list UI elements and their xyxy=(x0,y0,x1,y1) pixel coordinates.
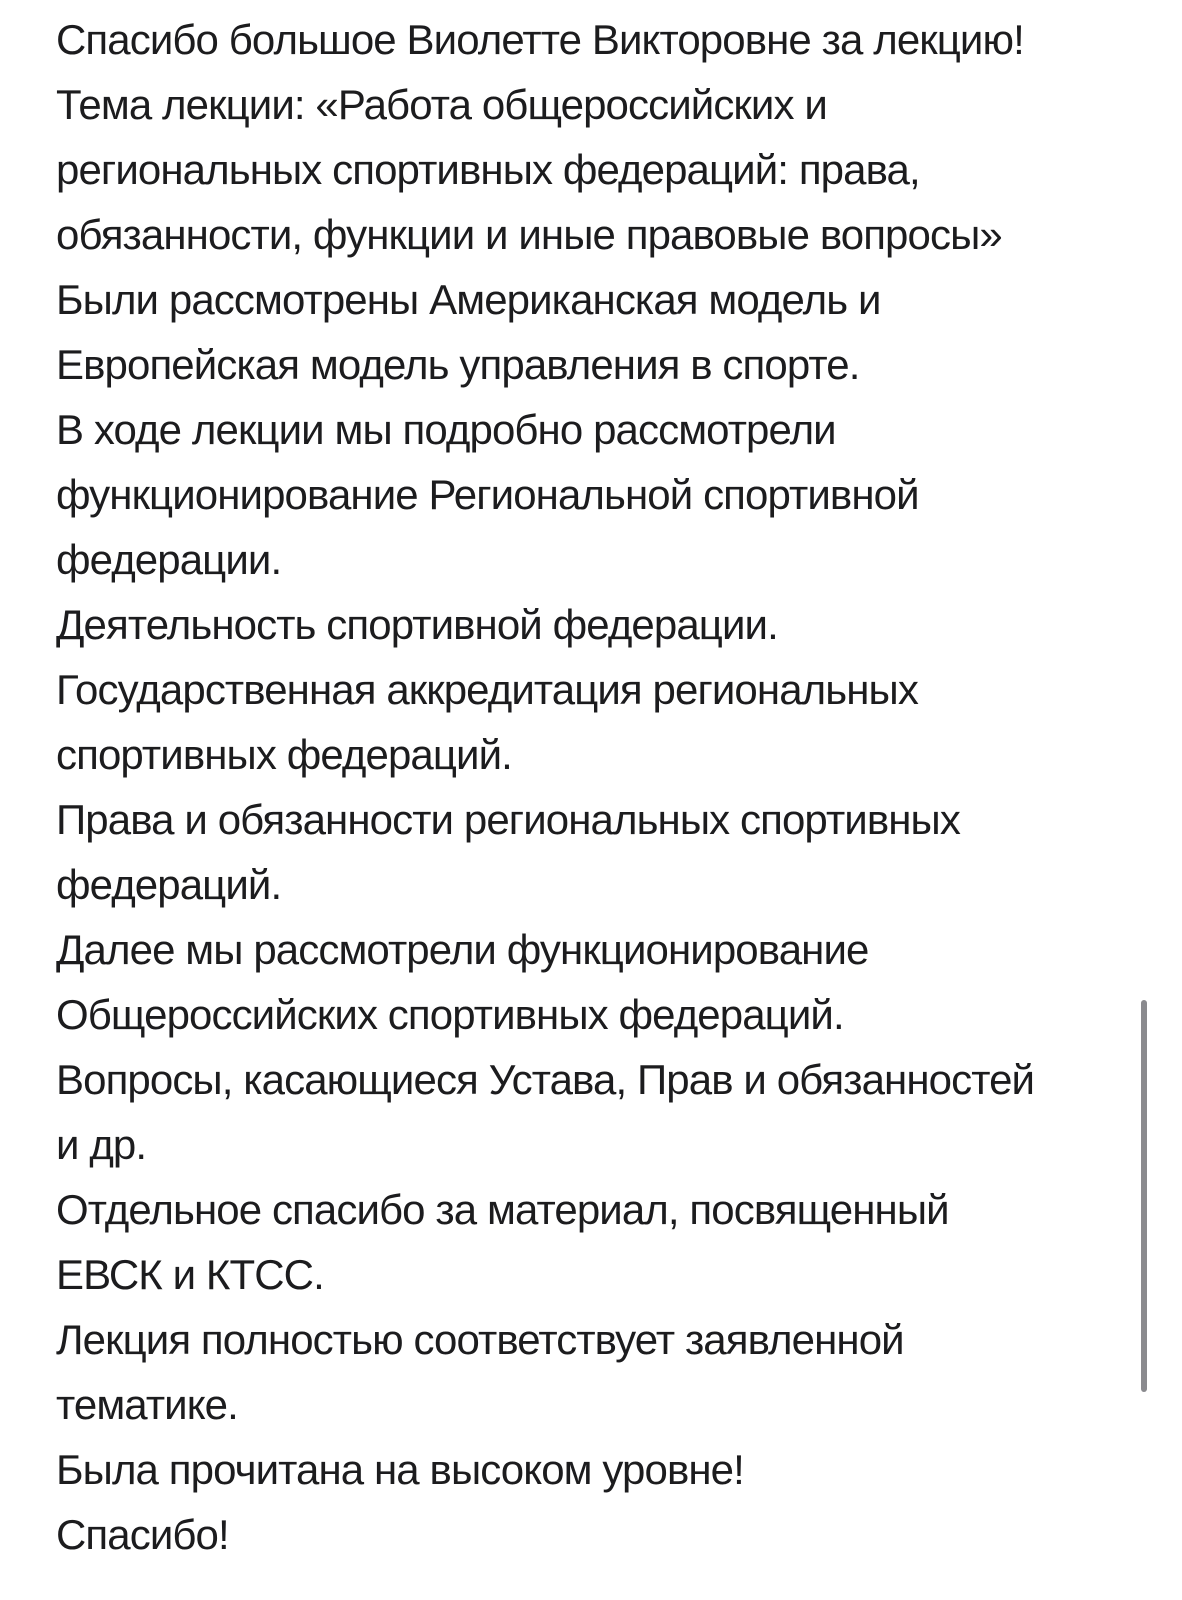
message-line: Спасибо! xyxy=(56,1511,229,1558)
message-line: Спасибо большое Виолетте Викторовне за лекцию! xyxy=(56,16,1024,63)
message-line: Европейская модель управления в спорте. xyxy=(56,341,860,388)
message-line: федераций. xyxy=(56,861,282,908)
message-line: Права и обязанности региональных спортивных xyxy=(56,796,960,843)
message-line: функционирование Региональной спортивной xyxy=(56,471,919,518)
message-line: Была прочитана на высоком уровне! xyxy=(56,1446,744,1493)
message-line: Деятельность спортивной федерации. xyxy=(56,601,778,648)
message-line: ЕВСК и КТСС. xyxy=(56,1251,324,1298)
message-line: Отдельное спасибо за материал, посвященный xyxy=(56,1186,949,1233)
message-line: Общероссийских спортивных федераций. xyxy=(56,991,844,1038)
message-line: В ходе лекции мы подробно рассмотрели xyxy=(56,406,836,453)
message-line: Далее мы рассмотрели функционирование xyxy=(56,926,869,973)
vertical-scrollbar[interactable] xyxy=(1141,1000,1147,1392)
message-line: и др. xyxy=(56,1121,147,1168)
message-line: Лекция полностью соответствует заявленной xyxy=(56,1316,904,1363)
message-line: региональных спортивных федераций: права, xyxy=(56,146,920,193)
message-line: Были рассмотрены Американская модель и xyxy=(56,276,881,323)
message-line: обязанности, функции и иные правовые вопросы» xyxy=(56,211,1002,258)
message-line: Государственная аккредитация региональных xyxy=(56,666,918,713)
message-line: Тема лекции: «Работа общероссийских и xyxy=(56,81,827,128)
message-line: спортивных федераций. xyxy=(56,731,512,778)
message-line: тематике. xyxy=(56,1381,238,1428)
message-line: федерации. xyxy=(56,536,282,583)
message-line: Вопросы, касающиеся Устава, Прав и обязанностей xyxy=(56,1056,1035,1103)
